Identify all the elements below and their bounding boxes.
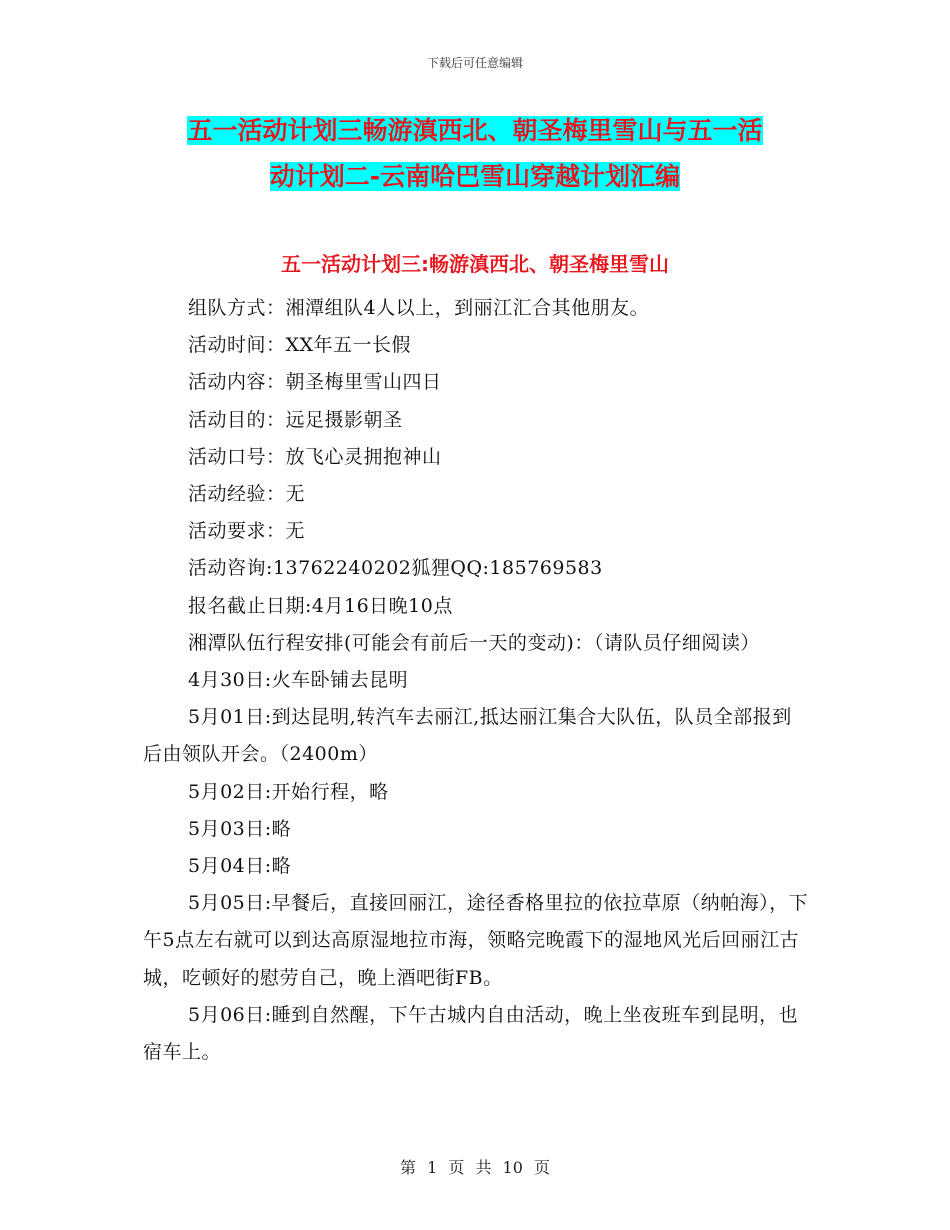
paragraph-day-0502: 5月02日:开始行程，略 xyxy=(188,780,389,803)
paragraph-day-0505: 5月05日:早餐后，直接回丽江，途径香格里拉的依拉草原（纳帕海），下午5点左右就可以到达高原湿地拉市海，领略完晚霞下的湿地风光后回丽江古城，吃顿好的慰劳自己，晚上酒吧街FB。 xyxy=(143,892,809,989)
paragraph-day-0506: 5月06日:睡到自然醒，下午古城内自由活动，晚上坐夜班车到昆明，也宿车上。 xyxy=(143,1003,799,1064)
document-body xyxy=(143,290,811,1071)
paragraph-registration-deadline: 报名截止日期:4月16日晚10点 xyxy=(188,594,453,617)
paragraph-day-0503: 5月03日:略 xyxy=(188,817,292,840)
paragraph-activity-requirement: 活动要求：无 xyxy=(188,520,306,543)
paragraph-day-0430: 4月30日:火车卧铺去昆明 xyxy=(188,669,409,692)
paragraph-activity-slogan: 活动口号：放飞心灵拥抱神山 xyxy=(188,445,442,468)
document-title-line-1: 五一活动计划三畅游滇西北、朝圣梅里雪山与五一活 xyxy=(187,116,763,145)
paragraph-team-formation: 组队方式：湘潭组队4人以上，到丽江汇合其他朋友。 xyxy=(188,297,650,319)
paragraph-activity-contact: 活动咨询:13762240202狐狸QQ:185769583 xyxy=(188,557,603,580)
paragraph-activity-time: 活动时间：XX年五一长假 xyxy=(188,334,412,357)
paragraph-day-0504: 5月04日:略 xyxy=(188,855,292,878)
paragraph-activity-content: 活动内容：朝圣梅里雪山四日 xyxy=(188,371,442,394)
paragraph-day-0501: 5月01日:到达昆明,转汽车去丽江,抵达丽江集合大队伍，队员全部报到后由领队开会。（2400m） xyxy=(143,706,792,766)
paragraph-itinerary-intro: 湘潭队伍行程安排(可能会有前后一天的变动)：（请队员仔细阅读） xyxy=(188,631,760,654)
page-footer-page-number: 第 1 页 共 10 页 xyxy=(400,1158,550,1177)
paragraph-activity-purpose: 活动目的：远足摄影朝圣 xyxy=(188,408,403,431)
document-title-line-2: 动计划二-云南哈巴雪山穿越计划汇编 xyxy=(269,162,681,191)
page-header-note: 下载后可任意编辑 xyxy=(426,56,523,70)
section-heading: 五一活动计划三:畅游滇西北、朝圣梅里雪山 xyxy=(281,252,669,276)
document-title xyxy=(140,108,810,200)
paragraph-activity-experience: 活动经验：无 xyxy=(188,483,306,506)
